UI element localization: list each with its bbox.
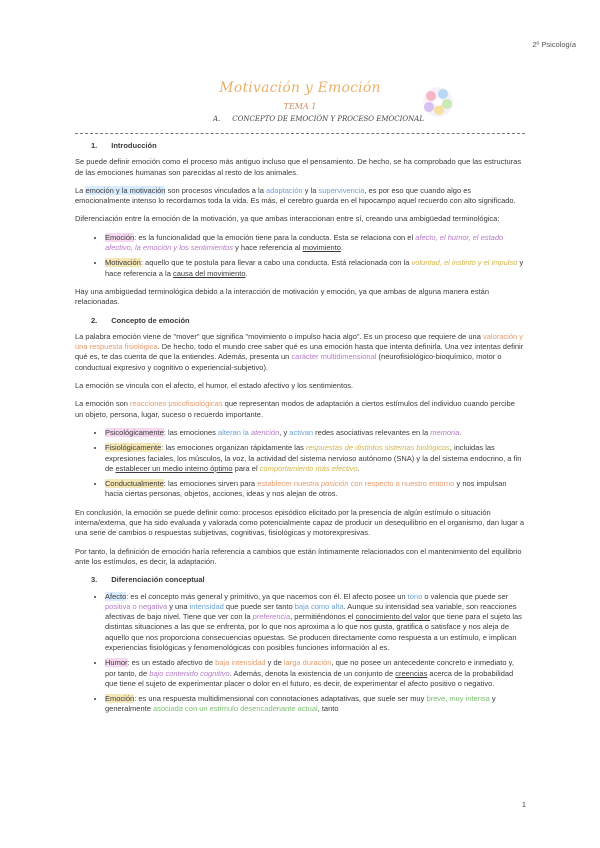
list-item: • Emoción: es la funcionalidad que la emoción tiene para la conducta. Esta se relaciona con el afecto, el humor, el estado afectivo, la emoción y los sentimientos y hace referencia al movimiento. xyxy=(105,233,525,254)
bullet-list xyxy=(75,428,525,500)
section-title: CONCEPTO DE EMOCIÓN Y PROCESO EMOCIONAL xyxy=(232,115,424,123)
list-item: • Motivación: aquello que te postula para llevar a cabo una conducta. Está relacionada con la voluntad, el instinto y el impulso y hace referencia a la causa del movimiento. xyxy=(105,258,525,279)
title-block xyxy=(0,80,600,123)
tema-label: TEMA 1 xyxy=(283,102,317,111)
section-3-heading xyxy=(91,575,525,585)
list-item: • Fisiológicamente: las emociones organizan rápidamente las respuestas de distintos sistemas biológicos, incluidas las expresiones faciales, los músculos, la voz, la actividad del sistema nervioso autónomo (SNA) y la del sistema endocrino, a fin de establecer un medio interno óptimo para el comportamiento más efectivo. xyxy=(105,443,525,474)
paragraph: Diferenciación entre la emoción de la motivación, ya que ambas interaccionan entre sí, creando una ambigüedad terminológica: xyxy=(75,214,500,224)
paragraph: La emoción y la motivación son procesos vinculados a la adaptación y la supervivencia, es por eso que cuando algo es emocionalmente intenso lo recordamos toda la vida. Es más, el cerebro guarda en el hipocampo aquel recuerdo con alto significado. xyxy=(75,185,516,206)
paragraph: La emoción se vincula con el afecto, el humor, el estado afectivo y los sentimientos. xyxy=(75,381,354,391)
course-label: 2º Psicología xyxy=(532,40,576,49)
section-heading xyxy=(0,115,600,123)
list-item: • Psicológicamente: las emociones alteran la atención, y activan redes asociativas relevantes en la memoria. xyxy=(105,428,525,438)
document-body xyxy=(75,141,525,723)
list-item: • Humor: es un estado afectivo de baja intensidad y de larga duración, que no posee un antecedente concreto e inmediato y, por tanto, de bajo contenido cognitivo. Además, denota la existencia de un conjunto de creencias acerca de la probabilidad que tiene el sujeto de experimentar placer o dolor en el futuro, es decir, de experimentar el afecto positivo o negativo. xyxy=(105,658,525,689)
section-title: Diferenciación conceptual xyxy=(111,575,205,585)
section-letter: A. xyxy=(213,115,221,123)
section-number: 2. xyxy=(91,315,98,325)
bullet-list xyxy=(75,233,525,279)
decorative-logo-icon xyxy=(418,82,458,122)
paragraph: Hay una ambigüedad terminológica debido a la interacción de motivación y emoción, ya que ambas de alguna manera están relacionadas. xyxy=(75,286,490,307)
page-number: 1 xyxy=(521,800,526,809)
paragraph: Por tanto, la definición de emoción haría referencia a cambios que están íntimamente relacionados con el mantenimiento del equilibrio ante los estímulos, es decir, la adaptación. xyxy=(75,546,522,566)
section-1-heading xyxy=(91,141,525,151)
divider xyxy=(75,133,525,134)
section-number: 3. xyxy=(91,575,98,585)
paragraph: La emoción son reacciones psicofisiológicas que representan modos de adaptación a ciertos estímulos del individuo cuando percibe un objeto, persona, lugar, suceso o recuerdo importante. xyxy=(75,399,515,419)
paragraph: En conclusión, la emoción se puede definir como: procesos episódico elicitado por la presencia de algún estímulo o situación interna/externa, que ha sido evaluada y valorada como potencialmente capaz de producir un desequilibrio en el organismo, dan lugar a una serie de cambios o respuestas subjetivas, cognitivas, fisiológicas y motorexpresivas. xyxy=(75,507,525,538)
section-2-heading xyxy=(91,316,525,326)
section-title: Introducción xyxy=(111,141,157,150)
bullet-list xyxy=(75,592,525,715)
list-item: • Afecto: es el concepto más general y primitivo, ya que nacemos con él. El afecto posee un tono o valencia que puede ser positiva o negativa y una intensidad que puede ser tanto baja como alta. Aunque su intensidad sea variable, son reacciones afectivas de bajo nivel. Tiene que ver con la preferencia, permitiéndonos el conocimiento del valor que tiene para el sujeto las distintas situaciones a las que se enfrenta, por lo que nos aproxima a lo que nos gusta, gratifica o satisface y nos aleja de aquello que nos proporciona consecuencias opuestas. Se producen directamente como respuesta a un estímulo, e implican experiencias fisiológicas y fenomenológicas con posibles funciones información al es. xyxy=(105,592,525,654)
section-title: Concepto de emoción xyxy=(111,315,190,325)
paragraph: La palabra emoción viene de "mover" que significa "movimiento o impulso hacia algo". Es un proceso que requiere de una valoración y una respuesta fisiológica. De hecho, todo el mundo cree saber qué es una emoción hasta que intenta definirla. Una vez intentas definir qué es, te das cuenta de que la entiendes. Además, presenta un carácter multidimensional (neurofisiológico-bioquímico, motor o conductual expresivo y cognitivo o experiencial-subjetivo). xyxy=(75,331,524,372)
document-title: Motivación y Emoción xyxy=(219,80,381,96)
list-item: • Conductualmente: las emociones sirven para establecer nuestra posición con respecto a nuestro entorno y nos impulsan hacia ciertas personas, objetos, acciones, ideas y nos alejan de otros. xyxy=(105,479,525,500)
paragraph: Se puede definir emoción como el proceso más antiguo incluso que el pensamiento. De hecho, se ha comprobado que las estructuras de las emociones humanas son parecidas al resto de los animales. xyxy=(75,157,522,177)
section-number: 1. xyxy=(91,141,98,150)
list-item: • Emoción: es una respuesta multidimensional con connotaciones adaptativas, que suele ser muy breve, muy intensa y generalmente asociada con un estímulo desencadenante actual, tanto xyxy=(105,694,525,715)
